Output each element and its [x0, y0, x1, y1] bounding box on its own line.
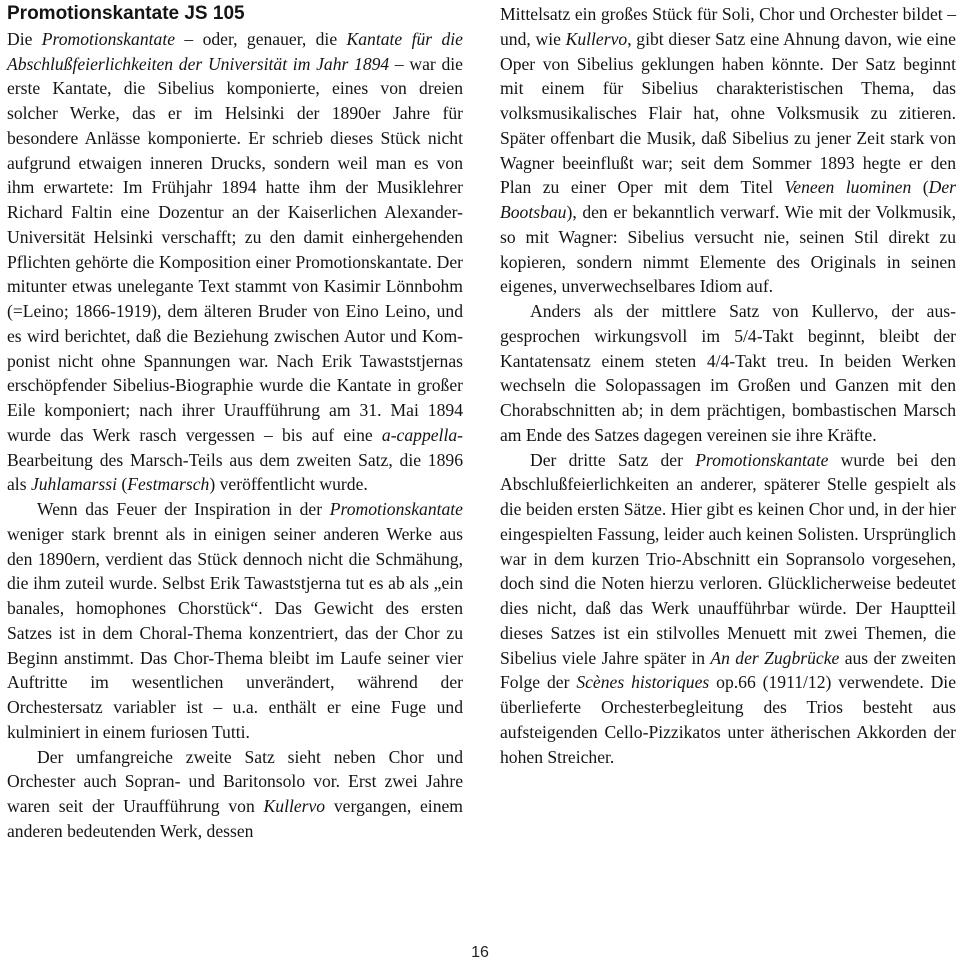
page-number: 16 [471, 944, 489, 961]
italic-title: Kullervo [565, 28, 628, 49]
italic-title: Veneen luominen [784, 177, 912, 198]
italic-title: Scènes historiques [576, 672, 710, 693]
italic-title: Festmarsch [127, 474, 210, 495]
italic-title: Promotionskantate [329, 499, 463, 519]
paragraph: Anders als der mittlere Satz von Kullervo, der ausgesprochen wirkungsvoll im 5/4-Takt beginnt, bleibt der Kantatensatz einem steten 4/4-Takt treu. In beiden Werken wechseln die Solopassagen im Großen und Ganzen mit den Chorabschnitten ab; in dem prächtigen, bombastischen Marsch am Ende des Satzes dagegen vereinen sie ihre Kräfte. [500, 301, 956, 445]
italic-title: Promotionskantate [41, 28, 176, 49]
paragraph: Die Promotionskantate – oder, genauer, die Kantate für die Abschlußfeierlichkeiten der Universität im Jahr 1894 – war die erste Kantate, die Sibelius komponierte, eines von dreien solcher Werke, das er im Helsinki der 1890er Jahre für besondere Anlässe komponierte. Er schrieb dieses Stück nicht aufgrund etwaigen inneren Drucks, sondern weil man es von ihm erwartete: Im Frühjahr 1894 hatte ihm der Musiklehrer Richard Faltin eine Dozentur an der Kaiserlichen Alexander-Universität Helsinki verschafft; zu den damit einhergehenden Pflichten gehörte die Komposition einer Promotionskantate. Der mitunter etwas unelegante Text stammt von Kasimir Lönnbohm (=Leino; 1866-1919), dem älteren Bruder von Eino Leino, und es wird berichtet, daß die Beziehung zwischen Autor und Komponist nicht ohne Spannungen war. Nach Erik Tawaststjernas erschöpfender Sibelius-Biographie wurde die Kantate in großer Eile komponiert; nach ihrer Uraufführung am 31. Mai 1894 wurde das Werk rasch vergessen – bis auf eine a-cappella-Bearbeitung des Marsch-Teils aus dem zweiten Satz, die 1896 als Juhlamarssi (Festmarsch) veröffentlicht wurde. [7, 28, 463, 495]
left-column [7, 2, 463, 844]
section-heading: Promotionskantate JS 105 [7, 3, 245, 24]
italic-title: Kantate für die Abschlußfeierlichkeiten der Universität im Jahr 1894 [7, 28, 463, 74]
italic-title: Juhlamarssi [30, 474, 117, 495]
right-column [500, 2, 956, 769]
paragraph: Der umfangreiche zweite Satz sieht neben Chor und Orchester auch Sopran- und Baritonsolo vor. Erst zwei Jahre waren seit der Uraufführung von Kullervo vergangen, einem anderen bedeutenden Werk, dessen [7, 746, 463, 841]
italic-title: An der Zugbrücke [710, 647, 840, 668]
italic-title: a-cappella [381, 424, 458, 445]
paragraph: Wenn das Feuer der Inspiration in der Promotionskantate weniger stark brennt als in einigen seiner anderen Werke aus den 1890ern, verdient das Stück dennoch nicht die Schmähung, die ihm zuteil wurde. Selbst Erik Tawaststjerna tut es ab als „ein banales, homophones Chorstück“. Das Gewicht des ersten Satzes ist in dem Choral-Thema konzentriert, das der Chor zu Beginn anstimmt. Das Chor-Thema bleibt im Laufe seiner vier Auftritte im wesentlichen unverändert, während der Orchestersatz variabler ist – u.a. enthält er eine Fuge und kulminiert in einem furiosen Tutti. [7, 499, 463, 742]
paragraph: Der dritte Satz der Promotionskantate wurde bei den Abschlußfeierlichkeiten an anderer, späterer Stelle gespielt als die beiden ersten Sätze. Hier gibt es keinen Chor und, in der hier eingespielten Fassung, leider auch keinen Solisten. Ursprünglich war in dem kurzen Trio-Abschnitt ein Sopransolo vorgesehen, doch sind die Noten hierzu verloren. Glücklicherweise bedeutet dies nicht, daß das Werk unaufführbar würde. Der Hauptteil dieses Satzes ist ein stilvolles Menuett mit zwei Themen, die Sibelius viele Jahre später in An der Zugbrücke aus der zweiten Folge der Scènes historiques op.66 (1911/12) verwendete. Die überlieferte Orchesterbegleitung des Trios besteht aus aufsteigenden Cello-Pizzikatos unter ätherischen Akkorden der hohen Streicher. [500, 449, 957, 767]
italic-title: Promotionskantate [695, 449, 829, 470]
italic-title: Kullervo [263, 796, 326, 816]
italic-title: Der Bootsbau [500, 177, 956, 222]
paragraph: Mittelsatz ein großes Stück für Soli, Chor und Orchester bildet – und, wie Kullervo, gibt dieser Satz eine Ahnung davon, wie eine Oper von Sibelius geklungen haben könnte. Der Satz beginnt mit einem für Sibelius charakteristischen Thema, das volksmusikalisches Flair hat, ohne Volksmusik zu zitieren. Später offenbart die Musik, daß Sibelius zu jener Zeit stark von Wagner beeinflußt war; seit dem Sommer 1893 hegte er den Plan zu einer Oper mit dem Titel Veneen luominen (Der Bootsbau), den er bekanntlich verwarf. Wie mit der Volkmusik, so mit Wagner: Sibelius versucht nie, seinen Stil direkt zu kopieren, sondern nimmt Elemente des Originals in seinen eigenes, unverwechselbares Idiom auf. [500, 4, 956, 297]
